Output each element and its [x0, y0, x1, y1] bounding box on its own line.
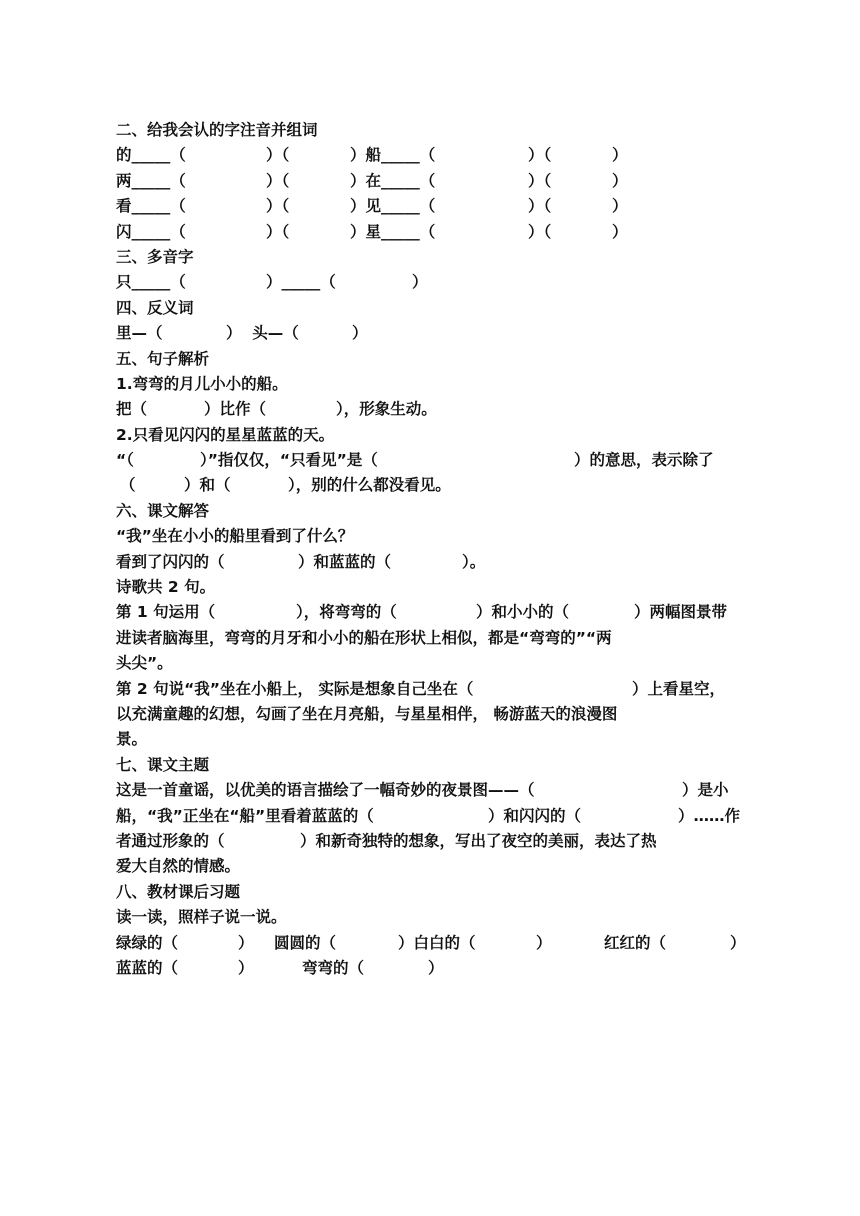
row-text: 进读者脑海里，弯弯的月牙和小小的船在形状上相似，都是“弯弯的”“两	[116, 628, 612, 647]
row-text: ）	[238, 958, 254, 977]
heading-text: 五、句子解析	[116, 349, 210, 368]
row-text: ）（	[528, 146, 552, 165]
worksheet-page	[116, 118, 756, 981]
row-text: 两_____（	[116, 171, 186, 190]
text-line	[116, 854, 756, 879]
row-text: ）	[612, 171, 628, 190]
fill-blank-line	[116, 550, 756, 575]
row-text: ）（	[266, 222, 290, 241]
row-text: ）和小小的（	[476, 603, 570, 622]
row-text: ）的意思，表示除了	[574, 451, 714, 470]
fill-blank-line	[116, 829, 756, 854]
pinyin-row	[116, 169, 756, 194]
row-text: 圆圆的（	[274, 933, 337, 952]
row-text: ）（	[528, 222, 552, 241]
text-line	[116, 626, 756, 651]
row-text: ）	[612, 197, 628, 216]
fill-blank-line	[116, 677, 756, 702]
heading-text: 四、反义词	[116, 298, 194, 317]
row-text: ）	[730, 933, 746, 952]
row-text: 第 2 句说“我”坐在小船上， 实际是想象自己坐在（	[116, 679, 474, 698]
heading-text: 六、课文解答	[116, 501, 210, 520]
row-text: 1.弯弯的月儿小小的船。	[116, 374, 288, 393]
section-heading	[116, 499, 756, 524]
row-text: ）船_____（	[350, 146, 436, 165]
row-text: “（	[116, 451, 134, 470]
exercise-row	[116, 931, 756, 956]
fill-blank-line	[116, 804, 756, 829]
row-text: ）”指仅仅，“只看见”是（	[200, 451, 378, 470]
row-text: ），别的什么都没看见。	[288, 476, 451, 495]
row-text: ）	[352, 324, 368, 343]
heading-text: 二、给我会认的字注音并组词	[116, 121, 318, 139]
polyphone-row	[116, 270, 756, 295]
row-text: 看_____（	[116, 197, 186, 216]
row-text: ）	[428, 958, 444, 977]
row-text: ）（	[266, 171, 290, 190]
row-text: 蓝蓝的（	[116, 958, 179, 977]
row-text: ）	[412, 273, 428, 292]
row-text: ）和蓝蓝的（	[298, 552, 392, 571]
exercise-row	[116, 956, 756, 981]
row-text: 船，“我”正坐在“船”里看着蓝蓝的（	[116, 806, 374, 825]
pinyin-row	[116, 143, 756, 168]
text-line	[116, 651, 756, 676]
pinyin-row	[116, 220, 756, 245]
sentence-question	[116, 372, 756, 397]
sentence-question	[116, 423, 756, 448]
row-text: 只_____（	[116, 273, 186, 292]
row-text: ）（	[266, 197, 290, 216]
row-text: ） 头—（	[226, 324, 299, 343]
row-text: 闪_____（	[116, 222, 186, 241]
fill-blank-line	[116, 473, 756, 498]
row-text: 里—（	[116, 324, 163, 343]
row-text: 弯弯的（	[302, 958, 365, 977]
antonym-row	[116, 321, 756, 346]
fill-blank-line	[116, 448, 756, 473]
row-text: ）见_____（	[350, 197, 436, 216]
row-text: ）	[612, 222, 628, 241]
row-text: ），形象生动。	[336, 400, 437, 419]
section-heading	[116, 296, 756, 321]
heading-text: 八、教材课后习题	[116, 882, 241, 901]
text-line	[116, 575, 756, 600]
row-text: ）上看星空，	[632, 679, 726, 698]
section-heading	[116, 880, 756, 905]
row-text: ）两幅图景带	[634, 603, 728, 622]
row-text: ）_____（	[266, 273, 336, 292]
row-text: ）在_____（	[350, 171, 436, 190]
row-text: 2.只看见闪闪的星星蓝蓝的天。	[116, 425, 335, 444]
text-line	[116, 702, 756, 727]
row-text: 读一读，照样子说一说。	[116, 908, 287, 927]
row-text: ）	[238, 933, 254, 952]
row-text: ）比作（	[204, 400, 267, 419]
row-text: ）。	[462, 552, 486, 571]
pinyin-row	[116, 194, 756, 219]
row-text: 爱大自然的情感。	[116, 857, 241, 876]
row-text: 第 1 句运用（	[116, 603, 216, 622]
row-text: ）	[536, 933, 552, 952]
row-text: 这是一首童谣，以优美的语言描绘了一幅奇妙的夜景图——（	[116, 781, 535, 800]
text-line	[116, 727, 756, 752]
row-text: 看到了闪闪的（	[116, 552, 225, 571]
row-text: ）白白的（	[398, 933, 476, 952]
row-text: ）	[612, 146, 628, 165]
row-text: 景。	[116, 730, 148, 749]
row-text: ）（	[528, 197, 552, 216]
section-heading	[116, 347, 756, 372]
row-text: ）和（	[184, 476, 231, 495]
fill-blank-line	[116, 600, 756, 625]
row-text: ）（	[528, 171, 552, 190]
row-text: ）（	[266, 146, 290, 165]
section-heading	[116, 118, 756, 143]
row-text: （	[120, 476, 136, 495]
row-text: 把（	[116, 400, 148, 419]
lesson-question	[116, 524, 756, 549]
row-text: 者通过形象的（	[116, 831, 225, 850]
row-text: ），将弯弯的（	[296, 603, 397, 622]
row-text: 绿绿的（	[116, 933, 179, 952]
row-text: 的_____（	[116, 146, 186, 165]
row-text: ）是小	[682, 781, 729, 800]
fill-blank-line	[116, 778, 756, 803]
heading-text: 七、课文主题	[116, 755, 210, 774]
row-text: ）和闪闪的（	[488, 806, 582, 825]
row-text: ）……作	[678, 806, 741, 825]
row-text: “我”坐在小小的船里看到了什么？	[116, 527, 354, 546]
row-text: 红红的（	[604, 933, 667, 952]
section-heading	[116, 245, 756, 270]
heading-text: 三、多音字	[116, 247, 194, 266]
row-text: ）星_____（	[350, 222, 436, 241]
row-text: 头尖”。	[116, 654, 173, 673]
row-text: ）和新奇独特的想象，写出了夜空的美丽，表达了热	[300, 831, 657, 850]
fill-blank-line	[116, 397, 756, 422]
section-heading	[116, 753, 756, 778]
row-text: 诗歌共 2 句。	[116, 578, 216, 597]
row-text: 以充满童趣的幻想，勾画了坐在月亮船，与星星相伴， 畅游蓝天的浪漫图	[116, 704, 618, 723]
exercise-instruction	[116, 905, 756, 930]
